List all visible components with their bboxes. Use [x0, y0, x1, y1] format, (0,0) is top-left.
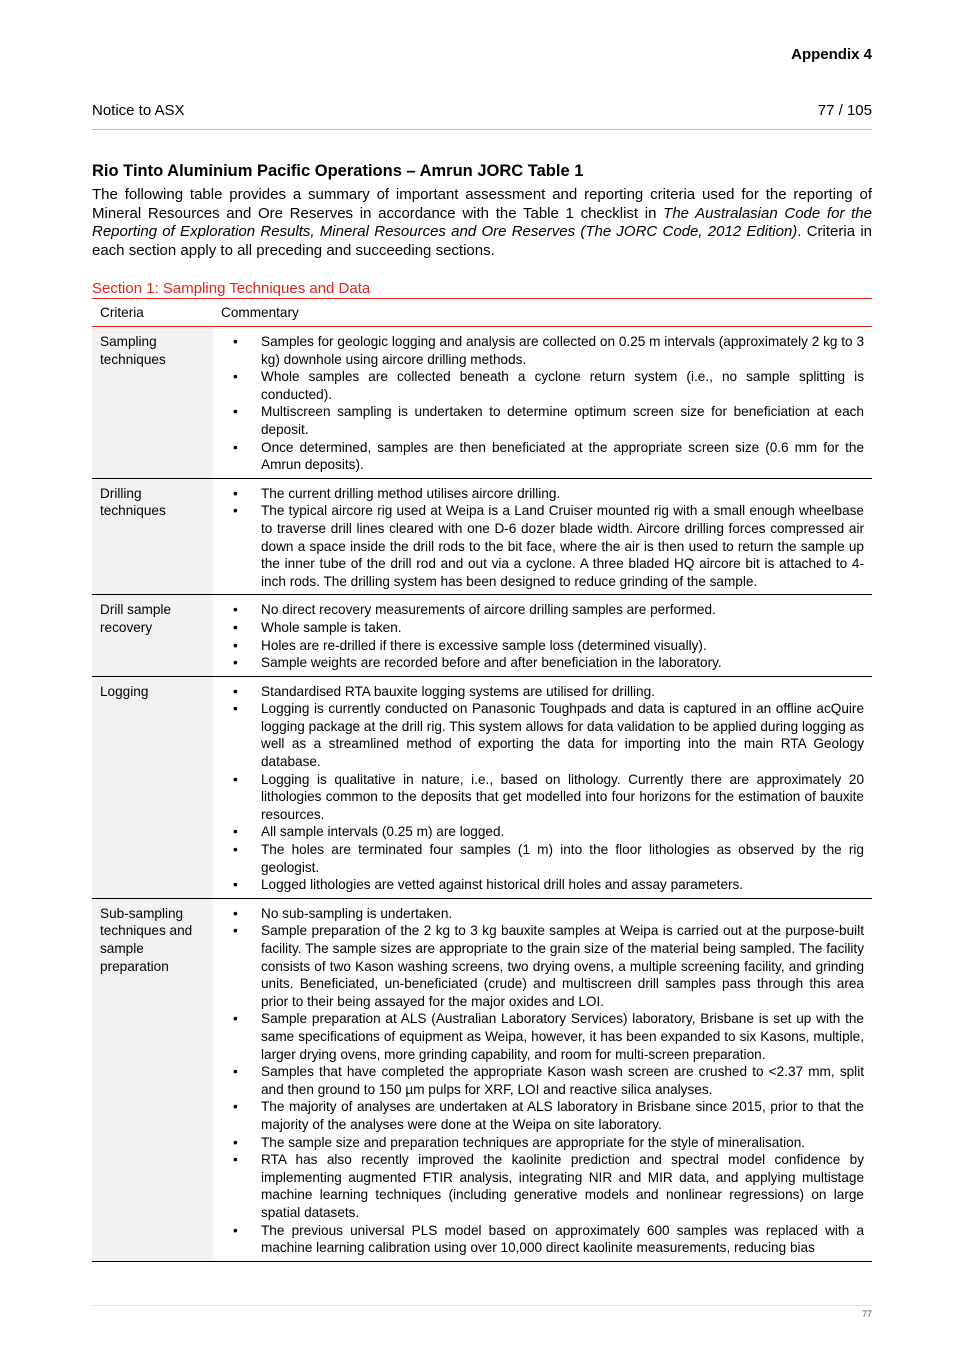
- bullet-item: • The typical aircore rig used at Weipa is a Land Cruiser mounted rig with a small enough wheelbase to traverse drill lines cleared with one D-6 dozer blade width. Aircore drilling forces compressed air down a space inside the drill rods to the bit face, where the air is then used to return the sample up the inner tube of the drill rod and out via a cyclone. A three bladed HQ aircore bit is attached to 4-inch rods. The drilling system has been designed to reduce grinding of the sample.: [221, 502, 864, 590]
- table-row: [92, 898, 872, 1261]
- bullet-item: • The previous universal PLS model based on approximately 600 samples was replaced with a machine learning calibration using over 10,000 direct kaolinite measurements, reducing bias: [221, 1222, 864, 1257]
- bullet-item: • Multiscreen sampling is undertaken to determine optimum screen size for beneficiation at each deposit.: [221, 403, 864, 438]
- bullet-item: • The sample size and preparation techniques are appropriate for the style of mineralisation.: [221, 1134, 864, 1152]
- intro-code-title: The Australasian Code for the Reporting of Exploration Results, Mineral Resources and Ore Reserves (The JORC Code, 2012 Edition): [92, 204, 872, 240]
- criteria-cell: Sampling techniques: [92, 327, 213, 479]
- commentary-cell: [213, 595, 872, 676]
- bullet-item: • The current drilling method utilises aircore drilling.: [221, 485, 864, 503]
- table-header-row: [92, 300, 872, 327]
- intro-paragraph: [92, 186, 872, 260]
- table-row: [92, 327, 872, 479]
- commentary-cell: [213, 898, 872, 1261]
- jorc-table: [92, 300, 872, 1262]
- footer-page-number: 77: [861, 1309, 872, 1319]
- footer-divider: [92, 1305, 872, 1306]
- bullet-item: • Sample weights are recorded before and after beneficiation in the laboratory.: [221, 654, 864, 672]
- section-title: Section 1: Sampling Techniques and Data: [92, 280, 872, 299]
- commentary-cell: [213, 327, 872, 479]
- table-row: [92, 595, 872, 676]
- bullet-item: • The holes are terminated four samples (1 m) into the floor lithologies as observed by the rig geologist.: [221, 841, 864, 876]
- intro-text-2: . Criteria in each section apply to all preceding and succeeding sections.: [92, 223, 872, 259]
- bullet-item: • All sample intervals (0.25 m) are logged.: [221, 823, 864, 841]
- bullet-item: • RTA has also recently improved the kaolinite prediction and spectral model confidence by implementing augmented FTIR analysis, integrating NIR and MIR data, and applying multistage machine learning techniques (including generative models and nonlinear regressions) on large spatial datasets.: [221, 1151, 864, 1221]
- document-title: Rio Tinto Aluminium Pacific Operations – Amrun JORC Table 1: [92, 162, 584, 180]
- header-page-count: 77 / 105: [817, 102, 872, 119]
- intro-text-1: The following table provides a summary of important assessment and reporting criteria used for the reporting of Mineral Resources and Ore Reserves in accordance with the Table 1 checklist in: [92, 186, 872, 222]
- criteria-header: Criteria: [92, 300, 213, 327]
- bullet-item: • Whole sample is taken.: [221, 619, 864, 637]
- bullet-item: • Sample preparation at ALS (Australian Laboratory Services) laboratory, Brisbane is set up with the same specifications of equipment as Weipa, however, it has been expanded to six Kasons, multiple, larger drying ovens, more grinding capability, and room for multi-screen preparation.: [221, 1010, 864, 1063]
- criteria-cell: Sub-sampling techniques and sample preparation: [92, 898, 213, 1261]
- bullet-item: • Samples for geologic logging and analysis are collected on 0.25 m intervals (approximately 2 kg to 3 kg) downhole using aircore drilling methods.: [221, 333, 864, 368]
- bullet-item: • Sample preparation of the 2 kg to 3 kg bauxite samples at Weipa is carried out at the purpose-built facility. The sample sizes are appropriate to the grain size of the material being sampled. The facility consists of two Kason washing screens, two drying ovens, a multiple screening facility, and grinding units. Beneficiated, un-beneficiated (crude) and multiscreen drill samples pass through this area prior to their being assayed for the major oxides and LOI.: [221, 922, 864, 1010]
- bullet-item: • Standardised RTA bauxite logging systems are utilised for drilling.: [221, 683, 864, 701]
- bullet-item: • No direct recovery measurements of aircore drilling samples are performed.: [221, 601, 864, 619]
- commentary-cell: [213, 676, 872, 898]
- bullet-item: • No sub-sampling is undertaken.: [221, 905, 864, 923]
- bullet-item: • Logging is qualitative in nature, i.e., based on lithology. Currently there are approximately 20 lithologies common to the deposits that get modelled into four horizons for the estimation of bauxite resources.: [221, 771, 864, 824]
- criteria-cell: Drilling techniques: [92, 478, 213, 595]
- bullet-item: • Once determined, samples are then beneficiated at the appropriate screen size (0.6 mm for the Amrun deposits).: [221, 439, 864, 474]
- commentary-header: Commentary: [213, 300, 872, 327]
- bullet-item: • Samples that have completed the appropriate Kason wash screen are crushed to <2.37 mm, split and then ground to 150 µm pulps for XRF, LOI and reactive silica analyses.: [221, 1063, 864, 1098]
- table-row: [92, 676, 872, 898]
- bullet-item: • Whole samples are collected beneath a cyclone return system (i.e., no sample splitting is conducted).: [221, 368, 864, 403]
- commentary-cell: [213, 478, 872, 595]
- criteria-cell: Drill sample recovery: [92, 595, 213, 676]
- bullet-item: • Logging is currently conducted on Panasonic Toughpads and data is captured in an offline acQuire logging package at the drill rig. This system allows for data validation to be applied during logging as well as a streamlined method of exporting the data for importing into the main RTA Geology database.: [221, 700, 864, 770]
- bullet-item: • Logged lithologies are vetted against historical drill holes and assay parameters.: [221, 876, 864, 894]
- appendix-label: Appendix 4: [791, 46, 872, 63]
- bullet-item: • Holes are re-drilled if there is excessive sample loss (determined visually).: [221, 637, 864, 655]
- criteria-cell: Logging: [92, 676, 213, 898]
- table-row: [92, 478, 872, 595]
- bullet-item: • The majority of analyses are undertaken at ALS laboratory in Brisbane since 2015, prior to that the majority of the analyses were done at the Weipa on site laboratory.: [221, 1098, 864, 1133]
- header-notice: Notice to ASX: [92, 102, 185, 119]
- page-header: [92, 102, 872, 130]
